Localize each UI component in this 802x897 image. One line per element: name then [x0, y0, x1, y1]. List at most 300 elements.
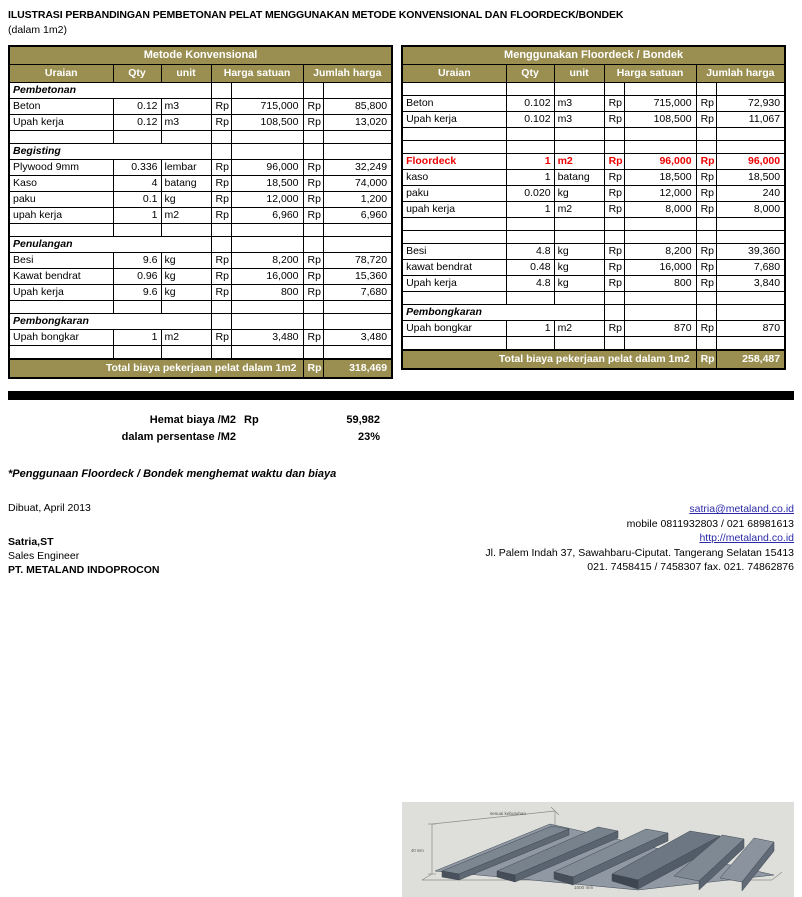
cell-qty: 0.020 — [506, 186, 554, 202]
cell-harga-satuan: 108,500 — [624, 112, 696, 128]
cell-qty: 1 — [506, 321, 554, 337]
cell-qty: 1 — [113, 208, 161, 224]
cell-currency-jumlah: Rp — [303, 115, 323, 131]
left-table-body — [9, 83, 392, 360]
cell-currency-jumlah: Rp — [303, 253, 323, 269]
cell-currency-jumlah: Rp — [303, 330, 323, 346]
cell-qty: 0.96 — [113, 269, 161, 285]
cell-currency-harga: Rp — [604, 186, 624, 202]
empty-cell — [554, 337, 604, 351]
cell-currency-harga: Rp — [211, 192, 231, 208]
empty-cell — [624, 292, 696, 305]
cell-currency-harga: Rp — [211, 115, 231, 131]
empty-cell — [231, 237, 303, 253]
empty-cell — [323, 314, 392, 330]
empty-cell — [9, 301, 113, 314]
cell-currency-harga: Rp — [211, 176, 231, 192]
col-header-unit: unit — [554, 65, 604, 83]
cell-jumlah-harga: 1,200 — [323, 192, 392, 208]
group-label: Begisting — [9, 144, 211, 160]
created-date: Dibuat, April 2013 — [8, 502, 91, 514]
cell-qty: 4.8 — [506, 276, 554, 292]
cell-jumlah-harga: 85,800 — [323, 99, 392, 115]
cell-currency-jumlah: Rp — [696, 321, 716, 337]
empty-cell — [402, 83, 506, 96]
cell-harga-satuan: 18,500 — [624, 170, 696, 186]
table-spacer-row — [402, 128, 785, 141]
cell-harga-satuan: 8,200 — [231, 253, 303, 269]
empty-cell — [716, 128, 785, 141]
cell-qty: 0.336 — [113, 160, 161, 176]
table-row — [9, 115, 392, 131]
cell-unit: m2 — [554, 202, 604, 218]
table-row — [9, 269, 392, 285]
group-label: Pembetonan — [9, 83, 211, 99]
empty-cell — [554, 231, 604, 244]
cell-uraian: Kawat bendrat — [9, 269, 113, 285]
table-spacer-row — [402, 83, 785, 96]
empty-cell — [604, 292, 624, 305]
cell-jumlah-harga: 18,500 — [716, 170, 785, 186]
cell-currency-harga: Rp — [211, 208, 231, 224]
empty-cell — [696, 337, 716, 351]
col-header-jumlah-harga: Jumlah harga — [303, 65, 392, 83]
title-block — [0, 0, 802, 38]
empty-cell — [554, 292, 604, 305]
cell-uraian: Beton — [9, 99, 113, 115]
cell-currency-harga: Rp — [604, 170, 624, 186]
table-row — [402, 186, 785, 202]
cell-currency-jumlah: Rp — [696, 244, 716, 260]
cell-harga-satuan: 8,000 — [624, 202, 696, 218]
cell-currency-jumlah: Rp — [696, 202, 716, 218]
empty-cell — [696, 128, 716, 141]
col-header-harga-satuan: Harga satuan — [211, 65, 303, 83]
empty-cell — [554, 218, 604, 231]
cell-qty: 4 — [113, 176, 161, 192]
table-row — [402, 170, 785, 186]
cell-harga-satuan: 96,000 — [624, 154, 696, 170]
empty-cell — [231, 314, 303, 330]
contact-block — [374, 502, 794, 575]
left-total-label: Total biaya pekerjaan pelat dalam 1m2 — [9, 359, 303, 378]
signature-block — [8, 535, 159, 577]
comparison-tables — [0, 45, 802, 379]
cell-unit: m3 — [554, 96, 604, 112]
empty-cell — [716, 305, 785, 321]
empty-cell — [624, 128, 696, 141]
table-floordeck-bondek — [401, 45, 786, 370]
col-header-jumlah-harga: Jumlah harga — [696, 65, 785, 83]
cell-unit: lembar — [161, 160, 211, 176]
right-table-title: Menggunakan Floordeck / Bondek — [402, 46, 785, 65]
cell-jumlah-harga: 870 — [716, 321, 785, 337]
cell-unit: m3 — [161, 99, 211, 115]
empty-cell — [161, 346, 211, 360]
cell-harga-satuan: 800 — [624, 276, 696, 292]
cell-jumlah-harga: 240 — [716, 186, 785, 202]
cell-currency-harga: Rp — [604, 260, 624, 276]
empty-cell — [231, 144, 303, 160]
cell-currency-jumlah: Rp — [696, 154, 716, 170]
empty-cell — [716, 231, 785, 244]
cell-harga-satuan: 18,500 — [231, 176, 303, 192]
empty-cell — [303, 83, 323, 99]
empty-cell — [303, 131, 323, 144]
table-metode-konvensional — [8, 45, 393, 379]
empty-cell — [506, 141, 554, 154]
cell-unit: kg — [161, 285, 211, 301]
cell-jumlah-harga: 39,360 — [716, 244, 785, 260]
empty-cell — [303, 144, 323, 160]
empty-cell — [161, 131, 211, 144]
cell-uraian: Besi — [9, 253, 113, 269]
cell-qty: 1 — [506, 154, 554, 170]
empty-cell — [604, 231, 624, 244]
table-row — [402, 112, 785, 128]
empty-cell — [303, 301, 323, 314]
empty-cell — [624, 83, 696, 96]
cell-currency-harga: Rp — [604, 244, 624, 260]
empty-cell — [696, 83, 716, 96]
cell-harga-satuan: 715,000 — [624, 96, 696, 112]
empty-cell — [161, 224, 211, 237]
table-spacer-row — [9, 346, 392, 360]
cell-currency-jumlah: Rp — [696, 186, 716, 202]
cell-currency-jumlah: Rp — [303, 176, 323, 192]
contact-website-link[interactable]: http://metaland.co.id — [699, 532, 794, 544]
table-spacer-row — [9, 301, 392, 314]
cell-harga-satuan: 16,000 — [231, 269, 303, 285]
empty-cell — [604, 141, 624, 154]
cell-uraian: upah kerja — [402, 202, 506, 218]
savings-currency: Rp — [244, 414, 259, 426]
cell-currency-harga: Rp — [211, 160, 231, 176]
empty-cell — [696, 141, 716, 154]
empty-cell — [113, 224, 161, 237]
empty-cell — [211, 301, 231, 314]
table-spacer-row — [402, 231, 785, 244]
table-row — [9, 192, 392, 208]
cell-jumlah-harga: 7,680 — [716, 260, 785, 276]
section-divider — [8, 391, 794, 400]
cell-unit: kg — [161, 269, 211, 285]
cell-harga-satuan: 8,200 — [624, 244, 696, 260]
table-row — [9, 285, 392, 301]
empty-cell — [554, 128, 604, 141]
cell-jumlah-harga: 15,360 — [323, 269, 392, 285]
cell-currency-jumlah: Rp — [696, 96, 716, 112]
empty-cell — [716, 141, 785, 154]
empty-cell — [624, 337, 696, 351]
cell-currency-harga: Rp — [604, 321, 624, 337]
cell-qty: 0.102 — [506, 96, 554, 112]
table-row — [402, 244, 785, 260]
cell-harga-satuan: 6,960 — [231, 208, 303, 224]
col-header-unit: unit — [161, 65, 211, 83]
table-row — [402, 321, 785, 337]
cell-unit: m2 — [554, 321, 604, 337]
empty-cell — [113, 346, 161, 360]
empty-cell — [716, 292, 785, 305]
cell-currency-harga: Rp — [604, 96, 624, 112]
empty-cell — [604, 128, 624, 141]
cell-qty: 9.6 — [113, 253, 161, 269]
cell-unit: m2 — [554, 154, 604, 170]
cell-qty: 0.1 — [113, 192, 161, 208]
empty-cell — [506, 218, 554, 231]
table-spacer-row — [402, 218, 785, 231]
table-spacer-row — [402, 337, 785, 351]
cell-uraian: kawat bendrat — [402, 260, 506, 276]
cell-qty: 0.12 — [113, 115, 161, 131]
cell-jumlah-harga: 96,000 — [716, 154, 785, 170]
cell-uraian: Upah kerja — [9, 285, 113, 301]
image-label-bottom: 1000 mm — [574, 885, 594, 890]
savings-value: 59,982 — [346, 414, 380, 426]
col-header-qty: Qty — [113, 65, 161, 83]
empty-cell — [161, 301, 211, 314]
cell-uraian: kaso — [402, 170, 506, 186]
cell-currency-jumlah: Rp — [303, 285, 323, 301]
cell-unit: m3 — [161, 115, 211, 131]
group-label: Penulangan — [9, 237, 211, 253]
table-spacer-row — [9, 224, 392, 237]
cell-jumlah-harga: 32,249 — [323, 160, 392, 176]
cell-harga-satuan: 715,000 — [231, 99, 303, 115]
savings-note: *Penggunaan Floordeck / Bondek menghemat waktu dan biaya — [8, 468, 337, 480]
image-label-side: 40 mm — [411, 848, 424, 853]
contact-address: Jl. Palem Indah 37, Sawahbaru-Ciputat. Tangerang Selatan 15413 — [485, 546, 794, 559]
cell-harga-satuan: 3,480 — [231, 330, 303, 346]
cell-unit: kg — [554, 186, 604, 202]
cell-jumlah-harga: 6,960 — [323, 208, 392, 224]
empty-cell — [303, 314, 323, 330]
table-spacer-row — [9, 131, 392, 144]
cell-currency-jumlah: Rp — [696, 170, 716, 186]
empty-cell — [696, 292, 716, 305]
empty-cell — [506, 292, 554, 305]
cell-uraian: upah kerja — [9, 208, 113, 224]
empty-cell — [231, 301, 303, 314]
cell-uraian: Upah bongkar — [9, 330, 113, 346]
cell-jumlah-harga: 3,840 — [716, 276, 785, 292]
cell-harga-satuan: 870 — [624, 321, 696, 337]
empty-cell — [323, 237, 392, 253]
cell-jumlah-harga: 8,000 — [716, 202, 785, 218]
empty-cell — [402, 337, 506, 351]
signer-name: Satria,ST — [8, 536, 54, 548]
empty-cell — [696, 231, 716, 244]
empty-cell — [231, 83, 303, 99]
empty-cell — [624, 305, 696, 321]
table-header-left — [9, 46, 392, 65]
cell-harga-satuan: 16,000 — [624, 260, 696, 276]
group-label: Pembongkaran — [9, 314, 211, 330]
empty-cell — [323, 131, 392, 144]
contact-phone: 021. 7458415 / 7458307 fax. 021. 74862876 — [587, 561, 794, 573]
empty-cell — [716, 218, 785, 231]
table-spacer-row — [402, 141, 785, 154]
savings-summary — [8, 414, 393, 448]
cell-uraian: Beton — [402, 96, 506, 112]
cell-jumlah-harga: 78,720 — [323, 253, 392, 269]
cell-harga-satuan: 96,000 — [231, 160, 303, 176]
cell-unit: batang — [161, 176, 211, 192]
empty-cell — [506, 337, 554, 351]
right-total-label: Total biaya pekerjaan pelat dalam 1m2 — [402, 350, 696, 369]
empty-cell — [231, 224, 303, 237]
table-row — [402, 154, 785, 170]
empty-cell — [9, 131, 113, 144]
cell-currency-jumlah: Rp — [696, 260, 716, 276]
cell-currency-jumlah: Rp — [696, 112, 716, 128]
empty-cell — [402, 231, 506, 244]
empty-cell — [323, 83, 392, 99]
empty-cell — [211, 144, 231, 160]
empty-cell — [303, 346, 323, 360]
empty-cell — [113, 301, 161, 314]
cell-uraian: paku — [9, 192, 113, 208]
cell-currency-harga: Rp — [211, 285, 231, 301]
cell-uraian: paku — [402, 186, 506, 202]
empty-cell — [604, 305, 624, 321]
empty-cell — [604, 83, 624, 96]
contact-email-link[interactable]: satria@metaland.co.id — [689, 503, 794, 515]
empty-cell — [506, 83, 554, 96]
empty-cell — [402, 141, 506, 154]
col-header-uraian: Uraian — [402, 65, 506, 83]
cell-qty: 0.48 — [506, 260, 554, 276]
cell-currency-jumlah: Rp — [303, 208, 323, 224]
cell-jumlah-harga: 3,480 — [323, 330, 392, 346]
empty-cell — [9, 346, 113, 360]
table-group-row — [9, 237, 392, 253]
cell-jumlah-harga: 13,020 — [323, 115, 392, 131]
savings-value: 23% — [357, 431, 380, 443]
footer-area — [0, 400, 802, 890]
empty-cell — [323, 144, 392, 160]
left-table-title: Metode Konvensional — [9, 46, 392, 65]
empty-cell — [554, 141, 604, 154]
cell-currency-harga: Rp — [604, 276, 624, 292]
empty-cell — [554, 83, 604, 96]
cell-unit: m2 — [161, 330, 211, 346]
cell-uraian: Floordeck — [402, 154, 506, 170]
cell-currency-harga: Rp — [211, 269, 231, 285]
cell-jumlah-harga: 74,000 — [323, 176, 392, 192]
cell-currency-harga: Rp — [211, 253, 231, 269]
cell-currency-jumlah: Rp — [696, 276, 716, 292]
cell-unit: kg — [554, 276, 604, 292]
empty-cell — [303, 237, 323, 253]
empty-cell — [506, 128, 554, 141]
right-table-total-row — [402, 350, 785, 369]
empty-cell — [323, 301, 392, 314]
cell-unit: kg — [161, 253, 211, 269]
group-label: Pembongkaran — [402, 305, 604, 321]
contact-mobile: mobile 0811932803 / 021 68981613 — [626, 517, 794, 530]
cell-unit: m2 — [161, 208, 211, 224]
floordeck-product-image — [402, 802, 794, 897]
cell-harga-satuan: 12,000 — [624, 186, 696, 202]
floordeck-3d-drawing — [402, 802, 794, 897]
cell-uraian: Kaso — [9, 176, 113, 192]
cell-uraian: Upah bongkar — [402, 321, 506, 337]
empty-cell — [113, 131, 161, 144]
cell-unit: batang — [554, 170, 604, 186]
empty-cell — [211, 83, 231, 99]
cell-uraian: Upah kerja — [402, 276, 506, 292]
left-table-total-row — [9, 359, 392, 378]
right-total-currency: Rp — [696, 350, 716, 369]
savings-row — [8, 431, 393, 448]
empty-cell — [211, 237, 231, 253]
table-row — [402, 276, 785, 292]
table-row — [9, 176, 392, 192]
cell-qty: 4.8 — [506, 244, 554, 260]
table-group-row — [402, 305, 785, 321]
cell-harga-satuan: 12,000 — [231, 192, 303, 208]
signer-role: Sales Engineer — [8, 550, 80, 562]
cell-unit: m3 — [554, 112, 604, 128]
empty-cell — [604, 337, 624, 351]
cell-qty: 0.102 — [506, 112, 554, 128]
cell-currency-harga: Rp — [604, 202, 624, 218]
table-group-row — [9, 144, 392, 160]
empty-cell — [716, 337, 785, 351]
empty-cell — [696, 305, 716, 321]
table-row — [402, 96, 785, 112]
page-subtitle: (dalam 1m2) — [8, 24, 67, 36]
empty-cell — [624, 141, 696, 154]
cell-harga-satuan: 800 — [231, 285, 303, 301]
savings-label: Hemat biaya /M2 — [149, 414, 236, 426]
cell-currency-jumlah: Rp — [303, 269, 323, 285]
cell-currency-jumlah: Rp — [303, 99, 323, 115]
table-row — [402, 260, 785, 276]
table-group-row — [9, 314, 392, 330]
page-title: ILUSTRASI PERBANDINGAN PEMBETONAN PELAT MENGGUNAKAN METODE KONVENSIONAL DAN FLOORDECK/BONDEK — [8, 9, 624, 21]
table-group-row — [9, 83, 392, 99]
empty-cell — [624, 218, 696, 231]
table-row — [9, 330, 392, 346]
empty-cell — [231, 131, 303, 144]
empty-cell — [211, 346, 231, 360]
cell-qty: 9.6 — [113, 285, 161, 301]
cell-currency-harga: Rp — [604, 154, 624, 170]
image-label-top: sesuai kebutuhan — [490, 811, 527, 816]
cell-currency-jumlah: Rp — [303, 160, 323, 176]
cell-jumlah-harga: 11,067 — [716, 112, 785, 128]
empty-cell — [231, 346, 303, 360]
empty-cell — [604, 218, 624, 231]
empty-cell — [211, 131, 231, 144]
right-total-value: 258,487 — [716, 350, 785, 369]
empty-cell — [211, 224, 231, 237]
cell-uraian: Besi — [402, 244, 506, 260]
empty-cell — [506, 231, 554, 244]
empty-cell — [211, 314, 231, 330]
cell-unit: kg — [554, 244, 604, 260]
empty-cell — [402, 218, 506, 231]
signer-company: PT. METALAND INDOPROCON — [8, 564, 160, 576]
left-total-currency: Rp — [303, 359, 323, 378]
column-headers-right — [402, 65, 785, 83]
cell-uraian: Upah kerja — [402, 112, 506, 128]
cell-currency-harga: Rp — [604, 112, 624, 128]
col-header-harga-satuan: Harga satuan — [604, 65, 696, 83]
